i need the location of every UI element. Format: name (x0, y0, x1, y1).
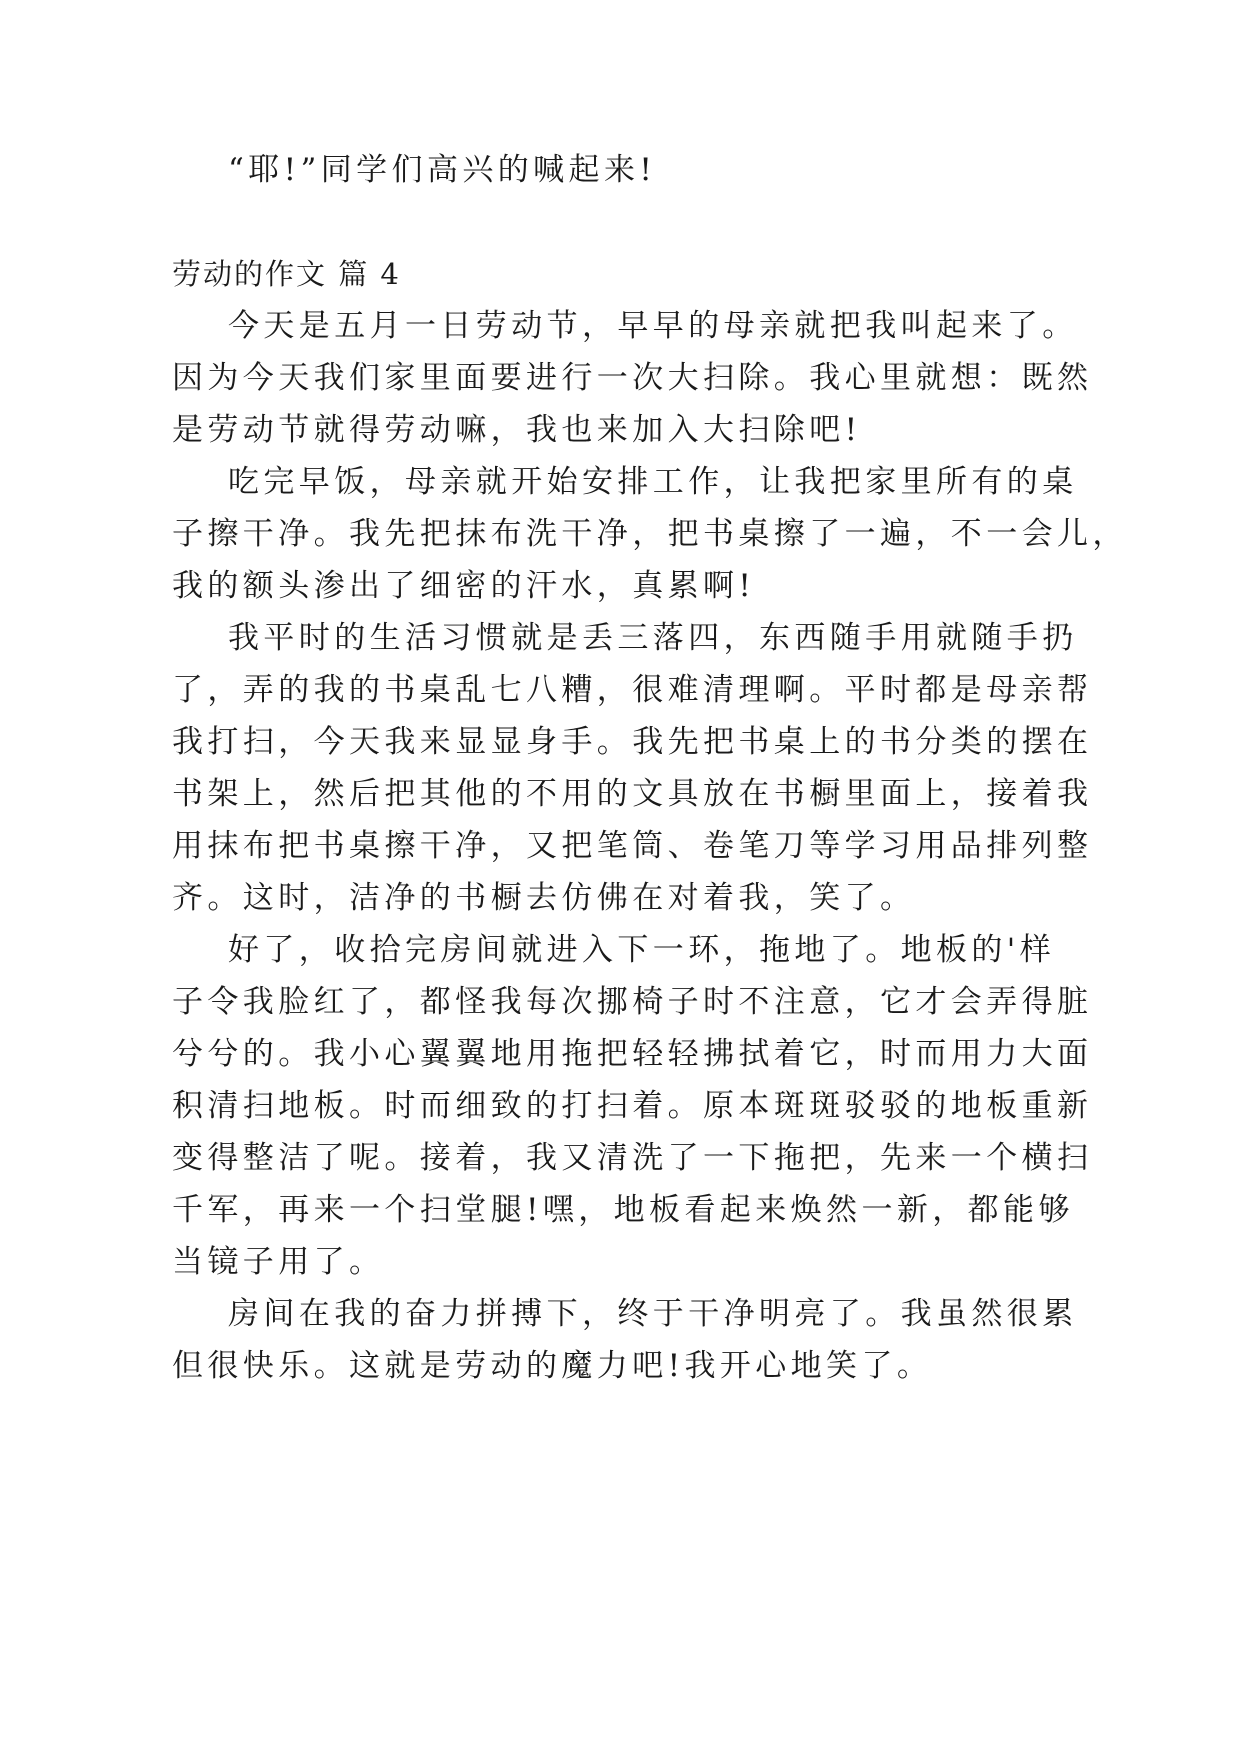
paragraph-line: 今天是五月一日劳动节，早早的母亲就把我叫起来了。 (228, 308, 1078, 344)
intro-line: “耶!”同学们高兴的喊起来! (228, 152, 657, 188)
paragraph-line: 吃完早饭，母亲就开始安排工作，让我把家里所有的桌 (228, 464, 1078, 500)
paragraph-line: 好了，收拾完房间就进入下一环，拖地了。地板的'样 (228, 932, 1056, 968)
paragraph-line: 我的额头渗出了细密的汗水，真累啊! (172, 568, 756, 604)
paragraph-line: 是劳动节就得劳动嘛，我也来加入大扫除吧! (172, 412, 862, 448)
paragraph-line: 当镜子用了。 (172, 1244, 385, 1280)
paragraph-line: 积清扫地板。时而细致的打扫着。原本斑斑驳驳的地板重新 (172, 1088, 1093, 1124)
paragraph-line: 书架上，然后把其他的不用的文具放在书橱里面上，接着我 (172, 776, 1093, 812)
paragraph-line: 我平时的生活习惯就是丢三落四，东西随手用就随手扔 (228, 620, 1078, 656)
paragraph-line: 因为今天我们家里面要进行一次大扫除。我心里就想：既然 (172, 360, 1093, 396)
paragraph-line: 子擦干净。我先把抹布洗干净，把书桌擦了一遍，不一会儿， (172, 516, 1128, 552)
paragraph-line: 但很快乐。这就是劳动的魔力吧!我开心地笑了。 (172, 1348, 933, 1384)
paragraph-line: 房间在我的奋力拼搏下，终于干净明亮了。我虽然很累 (228, 1296, 1078, 1332)
paragraph-line: 子令我脸红了，都怪我每次挪椅子时不注意，它才会弄得脏 (172, 984, 1093, 1020)
section-title: 劳动的作文 篇 4 (172, 257, 401, 291)
paragraph-line: 兮兮的。我小心翼翼地用拖把轻轻拂拭着它，时而用力大面 (172, 1036, 1093, 1072)
paragraph-line: 齐。这时，洁净的书橱去仿佛在对着我，笑了。 (172, 880, 916, 916)
paragraph-line: 千军，再来一个扫堂腿!嘿，地板看起来焕然一新，都能够 (172, 1192, 1074, 1228)
paragraph-line: 我打扫，今天我来显显身手。我先把书桌上的书分类的摆在 (172, 724, 1093, 760)
paragraph-line: 变得整洁了呢。接着，我又清洗了一下拖把，先来一个横扫 (172, 1140, 1093, 1176)
paragraph-line: 了，弄的我的书桌乱七八糟，很难清理啊。平时都是母亲帮 (172, 672, 1093, 708)
paragraph-line: 用抹布把书桌擦干净，又把笔筒、卷笔刀等学习用品排列整 (172, 828, 1093, 864)
